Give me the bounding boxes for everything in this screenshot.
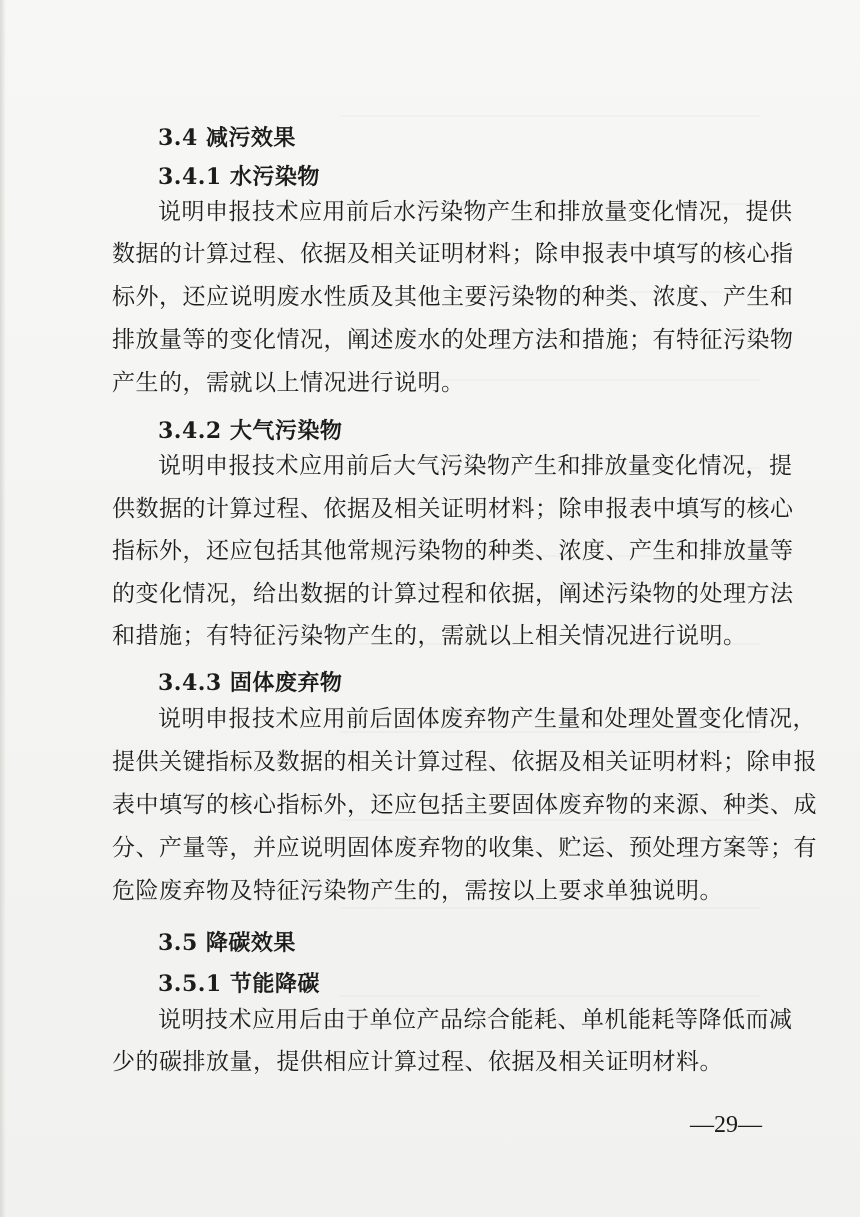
paragraph-line: 标外，还应说明废水性质及其他主要污染物的种类、浓度、产生和 xyxy=(112,284,794,310)
page-number: —29— xyxy=(690,1112,762,1138)
paragraph-line: 说明申报技术应用前后固体废弃物产生量和处理处置变化情况， xyxy=(158,706,816,732)
paragraph-line: 指标外，还应包括其他常规污染物的种类、浓度、产生和排放量等 xyxy=(112,538,794,564)
section-heading-3-4-1: 3.4.1 水污染物 xyxy=(158,164,320,190)
paragraph-line: 说明申报技术应用前后大气污染物产生和排放量变化情况，提 xyxy=(158,453,793,479)
section-heading-3-4-3: 3.4.3 固体废弃物 xyxy=(158,670,343,696)
paragraph-line: 说明技术应用后由于单位产品综合能耗、单机能耗等降低而减 xyxy=(158,1007,793,1033)
paragraph-line: 的变化情况，给出数据的计算过程和依据，阐述污染物的处理方法 xyxy=(112,581,794,607)
paragraph-line: 提供关键指标及数据的相关计算过程、依据及相关证明材料；除申报 xyxy=(112,749,817,775)
section-heading-3-5-1: 3.5.1 节能降碳 xyxy=(158,971,320,997)
section-heading-3-4-2: 3.4.2 大气污染物 xyxy=(158,418,343,444)
page-binding-shadow xyxy=(0,0,6,1217)
paragraph-line: 排放量等的变化情况，阐述废水的处理方法和措施；有特征污染物 xyxy=(112,327,794,353)
paragraph-line: 和措施；有特征污染物产生的，需就以上相关情况进行说明。 xyxy=(112,623,747,649)
paragraph-line: 数据的计算过程、依据及相关证明材料；除申报表中填写的核心指 xyxy=(112,241,794,267)
section-heading-3-5: 3.5 降碳效果 xyxy=(158,930,296,956)
paragraph-line: 分、产量等，并应说明固体废弃物的收集、贮运、预处理方案等；有 xyxy=(112,835,817,861)
paragraph-line: 产生的，需就以上情况进行说明。 xyxy=(112,370,465,396)
section-heading-3-4: 3.4 减污效果 xyxy=(158,125,296,151)
paragraph-line: 说明申报技术应用前后水污染物产生和排放量变化情况，提供 xyxy=(158,199,793,225)
paragraph-line: 少的碳排放量，提供相应计算过程、依据及相关证明材料。 xyxy=(112,1049,723,1075)
paragraph-line: 表中填写的核心指标外，还应包括主要固体废弃物的来源、种类、成 xyxy=(112,792,817,818)
paragraph-line: 危险废弃物及特征污染物产生的，需按以上要求单独说明。 xyxy=(112,878,723,904)
paragraph-line: 供数据的计算过程、依据及相关证明材料；除申报表中填写的核心 xyxy=(112,496,794,522)
